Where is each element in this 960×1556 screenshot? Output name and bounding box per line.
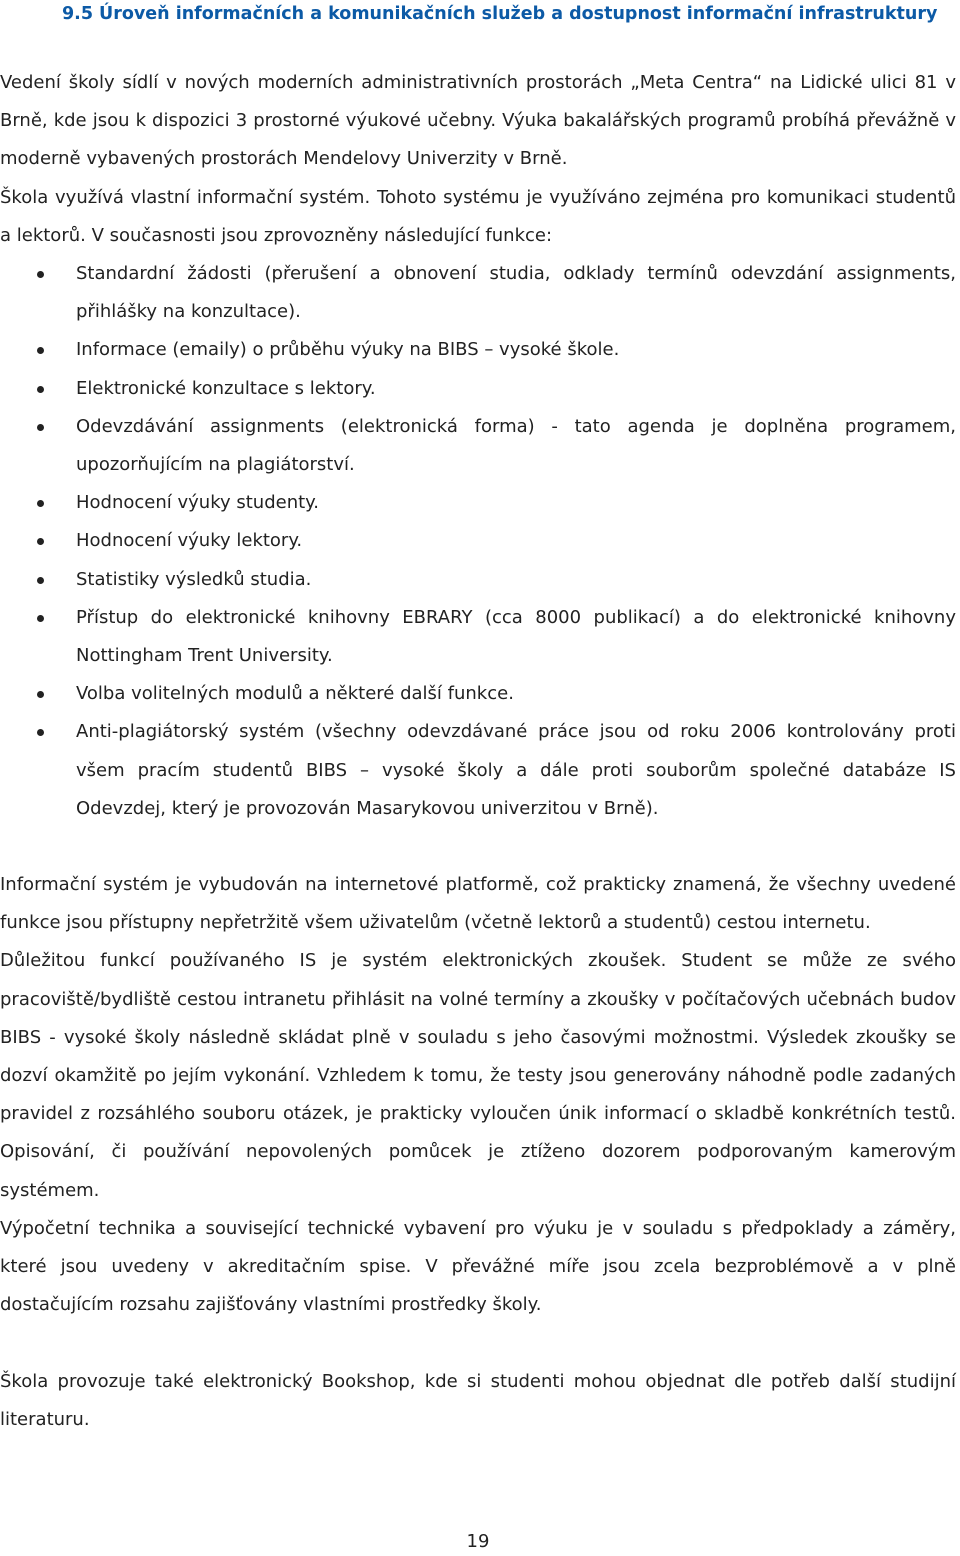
section-title: Úroveň informačních a komunikačních služeb a dostupnost informační infrastruktury <box>99 4 938 24</box>
list-item: Statistiky výsledků studia. <box>0 561 956 599</box>
list-item: Hodnocení výuky studenty. <box>0 484 956 522</box>
list-item: Informace (emaily) o průběhu výuky na BIBS – vysoké škole. <box>0 331 956 369</box>
bullet-icon <box>37 691 44 698</box>
bullet-icon <box>37 424 44 431</box>
bullet-icon <box>37 386 44 393</box>
paragraph-electronic-exams: Důležitou funkcí používaného IS je systém elektronických zkoušek. Student se může ze svého pracoviště/bydliště cestou intranetu přihlásit na volné termíny a zkoušky v počítačových učebnách budov BIBS - vysoké školy následně skládat plně v souladu s jeho časovými možnostmi. Výsledek zkoušky se dozví okamžitě po jejím vykonání. Vzhledem k tomu, že testy jsou generovány náhodně podle zadaných pravidel z rozsáhlého souboru otázek, je prakticky vyloučen únik informací o skladbě konkrétních testů. Opisování, či používání nepovolených pomůcek je ztíženo dozorem podporovaným kamerovým systémem. <box>0 950 956 1201</box>
bullet-icon <box>37 577 44 584</box>
paragraph-information-system: Škola využívá vlastní informační systém. Tohoto systému je využíváno zejména pro komunikaci studentů a lektorů. V současnosti jsou zprovozněny následující funkce: <box>0 186 956 246</box>
paragraph-internet-platform: Informační systém je vybudován na internetové platformě, což prakticky znamená, že všechny uvedené funkce jsou přístupny nepřetržitě všem uživatelům (včetně lektorů a studentů) cestou internetu. <box>0 874 956 934</box>
bullet-icon <box>37 729 44 736</box>
list-item: Přístup do elektronické knihovny EBRARY (cca 8000 publikací) a do elektronické knihovny Nottingham Trent University. <box>0 599 956 675</box>
list-item: Anti-plagiátorský systém (všechny odevzdávané práce jsou od roku 2006 kontrolovány proti všem pracím studentů BIBS – vysoké školy a dále proti souborům společné databáze IS Odevzdej, který je provozován Masarykovou univerzitou v Brně). <box>0 713 956 828</box>
bullet-icon <box>37 500 44 507</box>
bullet-icon <box>37 615 44 622</box>
list-item: Elektronické konzultace s lektory. <box>0 370 956 408</box>
section-heading <box>62 4 937 24</box>
bullet-icon <box>37 271 44 278</box>
spacer <box>0 828 956 866</box>
list-item: Standardní žádosti (přerušení a obnovení studia, odklady termínů odevzdání assignments, přihlášky na konzultace). <box>0 255 956 331</box>
paragraph-meta-centrum: Vedení školy sídlí v nových moderních administrativních prostorách „Meta Centra“ na Lidické ulici 81 v Brně, kde jsou k dispozici 3 prostorné výukové učebny. Výuka bakalářských programů probíhá převážně v moderně vybavených prostorách Mendelovy Univerzity v Brně. <box>0 72 956 170</box>
paragraph-technology: Výpočetní technika a související technické vybavení pro výuku je v souladu s předpoklady a záměry, které jsou uvedeny v akreditačním spise. V převážné míře jsou zcela bezproblémově a v plně dostačujícím rozsahu zajišťovány vlastními prostředky školy. <box>0 1217 956 1316</box>
bullet-icon <box>37 347 44 354</box>
bullet-icon <box>37 538 44 545</box>
list-item: Hodnocení výuky lektory. <box>0 522 956 560</box>
paragraph-bookshop: Škola provozuje také elektronický Bookshop, kde si studenti mohou objednat dle potřeb další studijní literaturu. <box>0 1370 956 1430</box>
list-item: Volba volitelných modulů a některé další funkce. <box>0 675 956 713</box>
list-item: Odevzdávání assignments (elektronická forma) - tato agenda je doplněna programem, upozorňujícím na plagiátorství. <box>0 408 956 484</box>
spacer <box>0 1325 956 1363</box>
document-body <box>0 64 956 1439</box>
page-number: 19 <box>466 1531 490 1552</box>
section-number: 9.5 <box>62 4 94 24</box>
functions-list <box>0 255 956 828</box>
